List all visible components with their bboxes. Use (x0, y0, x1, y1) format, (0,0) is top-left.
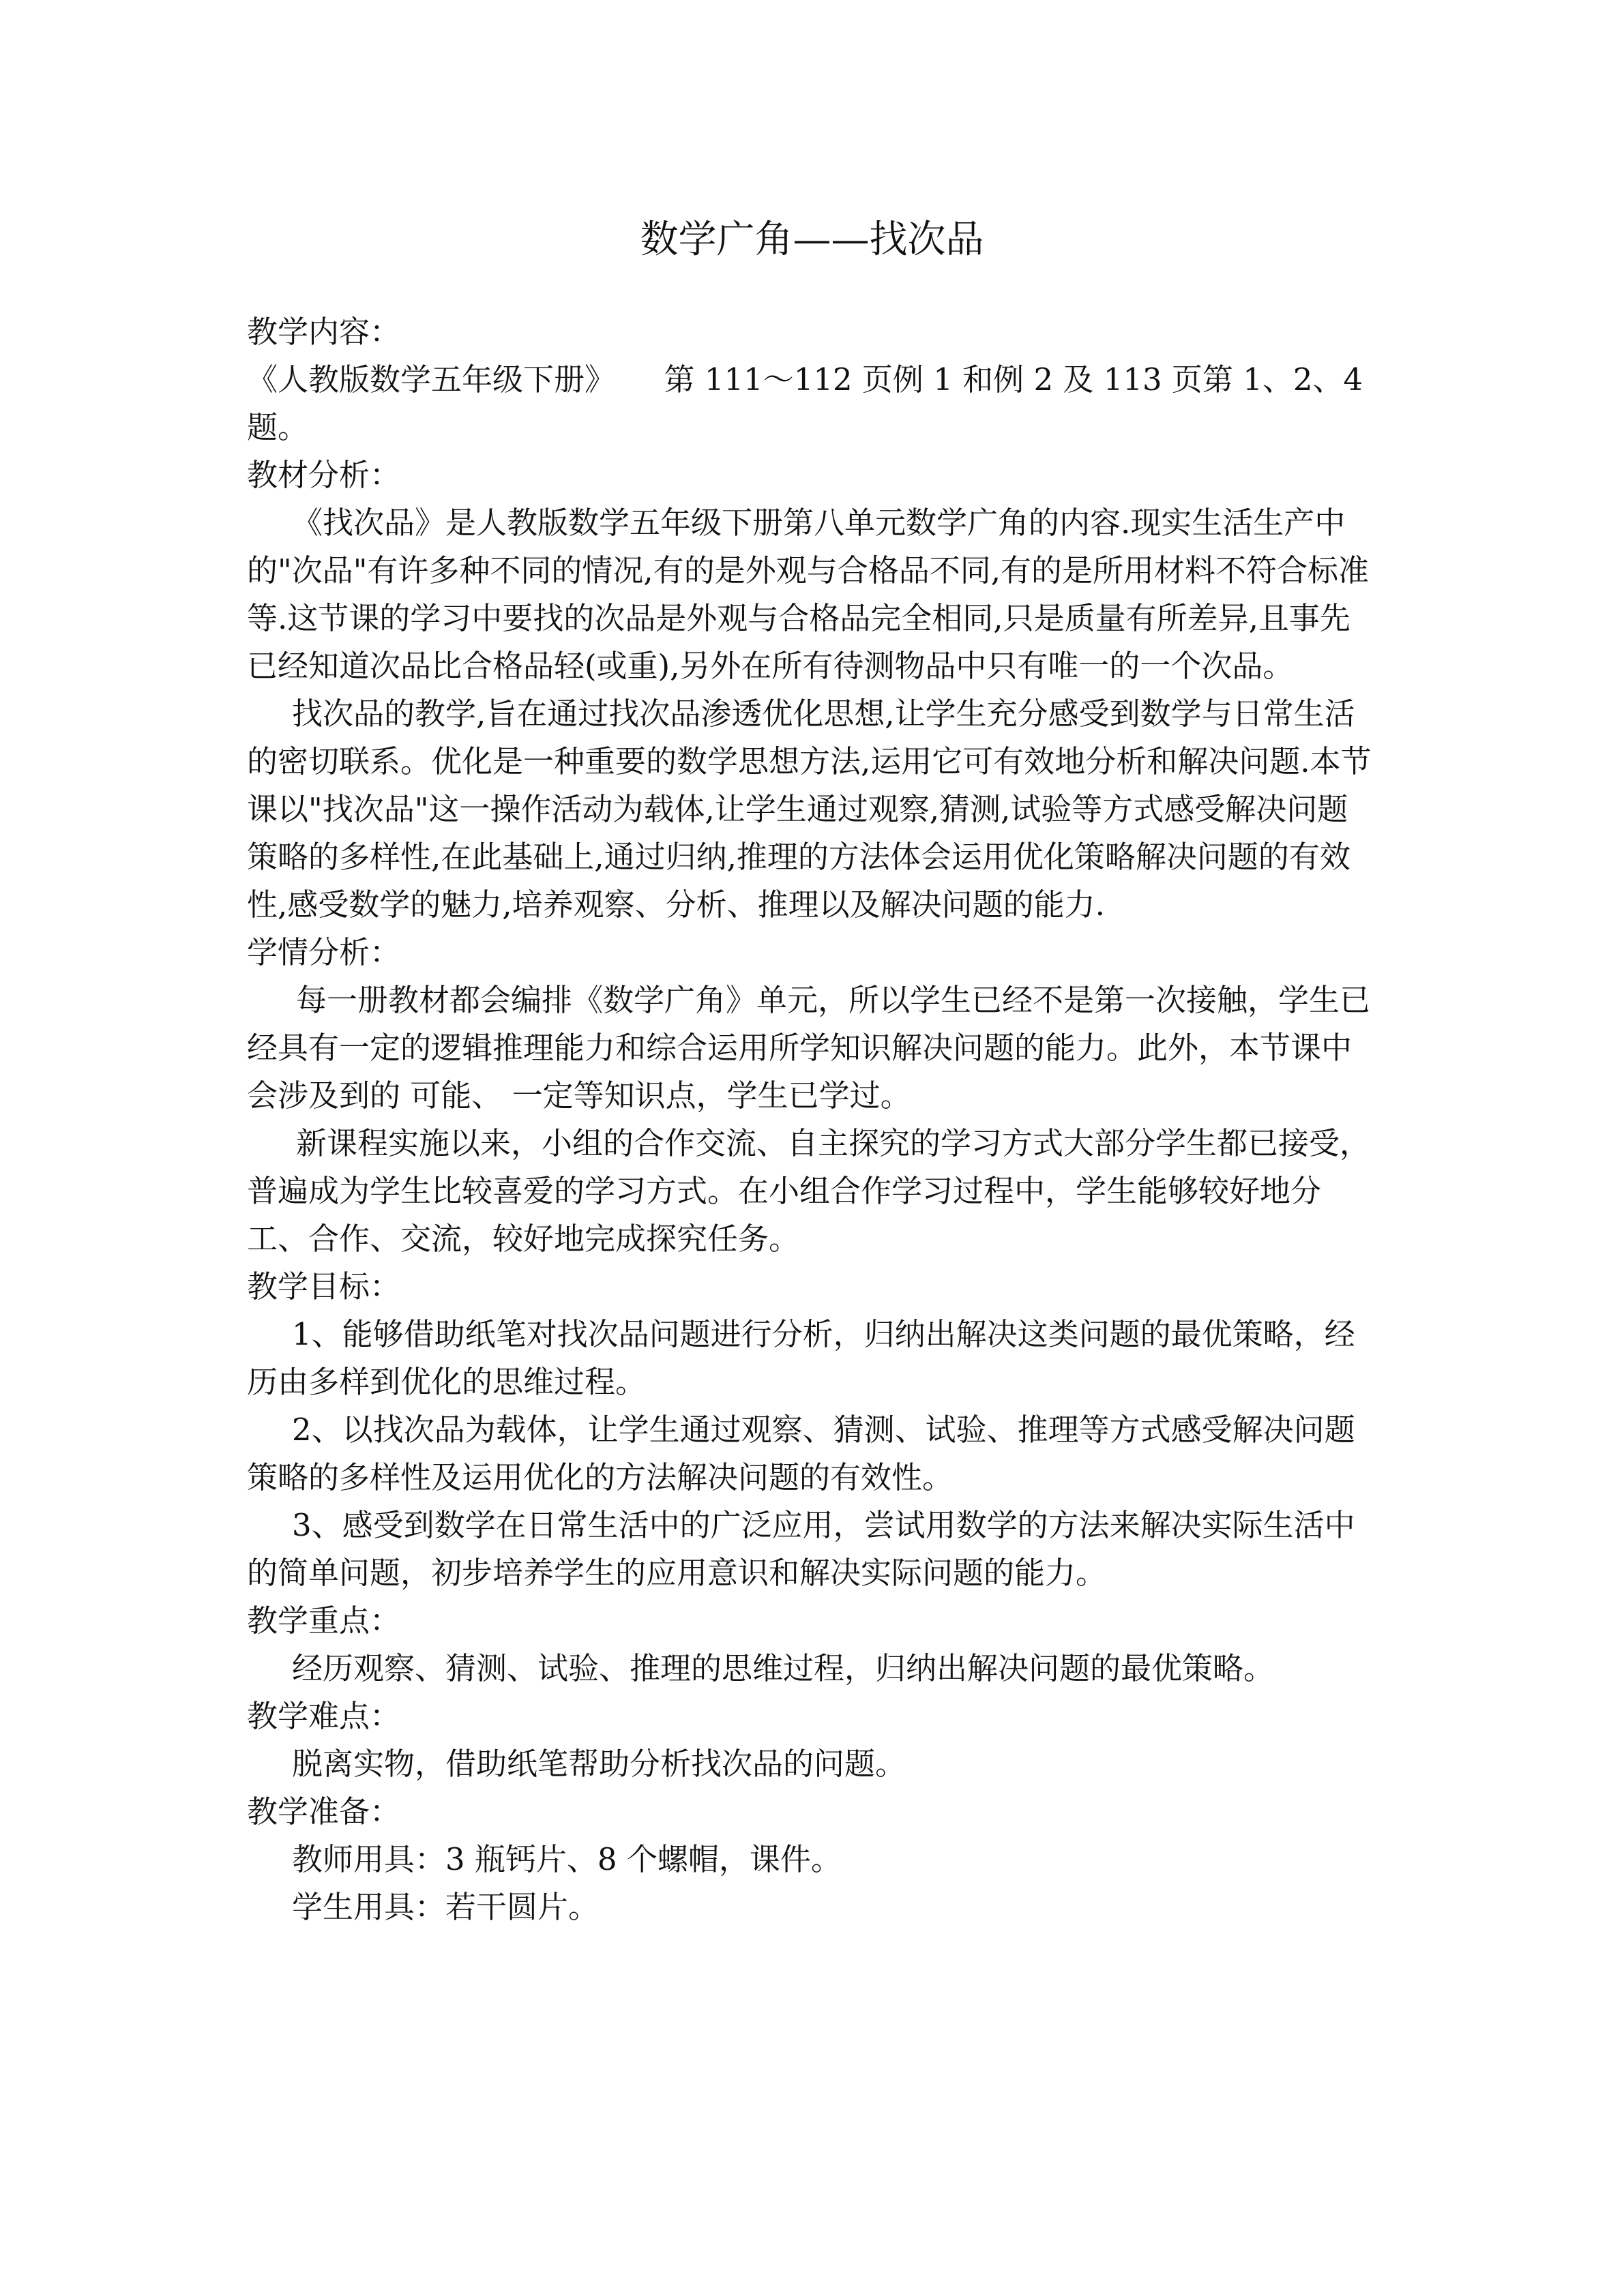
section-heading-difficulties: 教学难点： (247, 1698, 401, 1734)
section-heading-student-analysis: 学情分析： (247, 934, 401, 970)
student-analysis-paragraph-2: 新课程实施以来，小组的合作交流、自主探究的学习方式大部分学生都已接受，普遍成为学生比较喜爱的学习方式。在小组合作学习过程中，学生能够较好地分工、合作、交流，较好地完成探究任务。 (247, 1125, 1371, 1257)
page-title: 数学广角——找次品 (640, 218, 984, 262)
teaching-content-reference-cont: 题。 (247, 409, 309, 445)
section-heading-material-analysis: 教材分析： (247, 457, 401, 493)
teaching-content-reference: 《人教版数学五年级下册》 第 111～112 页例 1 和例 2 及 113 页第 1、2、4 (247, 361, 1363, 398)
teaching-goal-2: 2、以找次品为载体，让学生通过观察、猜测、试验、推理等方式感受解决问题策略的多样性及运用优化的方法解决问题的有效性。 (247, 1412, 1355, 1495)
material-analysis-paragraph-1: 《找次品》是人教版数学五年级下册第八单元数学广角的内容.现实生活生产中的"次品"有许多种不同的情况,有的是外观与合格品不同,有的是所用材料不符合标准等.这节课的学习中要找的次品是外观与合格品完全相同,只是质量有所差异,且事先已经知道次品比合格品轻(或重),另外在所有待测物品中只有唯一的一个次品。 (247, 505, 1370, 684)
teaching-goal-1: 1、能够借助纸笔对找次品问题进行分析，归纳出解决这类问题的最优策略，经历由多样到优化的思维过程。 (247, 1316, 1355, 1400)
material-analysis-paragraph-2: 找次品的教学,旨在通过找次品渗透优化思想,让学生充分感受到数学与日常生活的密切联系。优化是一种重要的数学思想方法,运用它可有效地分析和解决问题.本节课以"找次品"这一操作活动为载体,让学生通过观察,猜测,试验等方式感受解决问题策略的多样性,在此基础上,通过归纳,推理的方法体会运用优化策略解决问题的有效性,感受数学的魅力,培养观察、分析、推理以及解决问题的能力. (247, 696, 1372, 923)
preparation-student-tools: 学生用具：若干圆片。 (292, 1889, 600, 1925)
section-heading-teaching-content: 教学内容： (247, 314, 401, 350)
teaching-goal-3: 3、感受到数学在日常生活中的广泛应用，尝试用数学的方法来解决实际生活中的简单问题，初步培养学生的应用意识和解决实际问题的能力。 (247, 1507, 1355, 1591)
student-analysis-paragraph-1: 每一册教材都会编排《数学广角》单元，所以学生已经不是第一次接触，学生已经具有一定的逻辑推理能力和综合运用所学知识解决问题的能力。此外，本节课中会涉及到的 可能、 一定等知识点，学生已学过。 (247, 982, 1371, 1114)
document-body (247, 308, 1378, 1931)
section-heading-preparation: 教学准备： (247, 1793, 401, 1830)
preparation-teacher-tools: 教师用具：3 瓶钙片、8 个螺帽，课件。 (292, 1841, 842, 1877)
difficulties-text: 脱离实物，借助纸笔帮助分析找次品的问题。 (292, 1746, 906, 1782)
section-heading-key-points: 教学重点： (247, 1602, 401, 1639)
key-points-text: 经历观察、猜测、试验、推理的思维过程，归纳出解决问题的最优策略。 (292, 1650, 1275, 1686)
section-heading-teaching-goals: 教学目标： (247, 1268, 401, 1304)
